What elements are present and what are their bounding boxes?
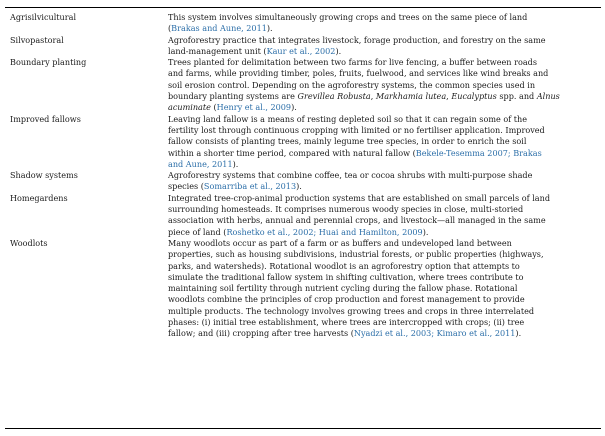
text-run: maintaining soil fertility through nutrient cycling during the fallow phase. Rotational — [168, 283, 518, 294]
citation-link[interactable]: Brakas and Aune, 2011 — [171, 23, 267, 34]
system-description — [168, 238, 598, 340]
description-line — [168, 170, 598, 181]
text-run: land-management unit ( — [168, 45, 267, 56]
table-row — [5, 35, 601, 58]
text-run: boundary planting systems are — [168, 91, 298, 102]
description-line — [168, 12, 598, 23]
text-run: ). — [266, 23, 273, 34]
description-line — [168, 68, 598, 79]
text-run: ). — [422, 226, 429, 237]
text-run: ). — [232, 158, 239, 169]
description-line — [168, 148, 598, 159]
citation-link[interactable]: Nyadzi et al., 2003; Kimaro et al., 2011 — [353, 328, 516, 339]
text-run: Agroforestry practice that integrates livestock, forage production, and forestry on the same — [168, 34, 546, 45]
table-row — [5, 170, 601, 193]
description-line — [168, 23, 598, 34]
description-line — [168, 125, 598, 136]
text-run: Leaving land fallow is a means of resting depleted soil so that it can regain some of the — [168, 113, 528, 124]
description-line — [168, 91, 598, 102]
species-name: Grevillea Robusta — [297, 91, 371, 102]
system-description — [168, 57, 598, 113]
text-run: fallow; and (iii) cropping after tree harvests ( — [168, 328, 354, 339]
species-name: Alnus — [536, 91, 560, 102]
text-run: , — [370, 91, 376, 102]
text-run: surrounding homesteads. It comprises numerous woody species in close, multi-storied — [168, 204, 524, 215]
citation-link[interactable]: Bekele-Tesemma 2007; Brakas — [415, 147, 542, 158]
text-run: association with herbs, annual and perennial crops, and livestock—all managed in the same — [168, 215, 546, 226]
text-run: spp. and — [496, 91, 537, 102]
text-run: fallow consists of planting trees, mainly legume tree species, in order to enrich the soil — [168, 136, 527, 147]
system-description — [168, 170, 598, 193]
description-line — [168, 114, 598, 125]
text-run: ). — [291, 102, 297, 113]
text-run: ). — [296, 181, 302, 192]
citation-link[interactable]: Henry et al., 2009 — [216, 102, 292, 113]
text-run: , — [446, 91, 452, 102]
table-row — [5, 57, 601, 113]
text-run: fertility lost through continuous cropping with limited or no fertiliser application. Improved — [168, 124, 545, 135]
species-name: Markhamia lutea — [375, 91, 447, 102]
description-line — [168, 238, 598, 249]
description-line — [168, 283, 598, 294]
citation-link[interactable]: Somarriba et al., 2013 — [203, 181, 297, 192]
description-line — [168, 102, 598, 113]
system-description — [168, 35, 598, 58]
system-term: Homegardens — [10, 192, 68, 203]
description-line — [168, 294, 598, 305]
description-line — [168, 136, 598, 147]
system-description — [168, 193, 598, 238]
text-run: This system involves simultaneously growing crops and trees on the same piece of land — [168, 12, 528, 22]
description-line — [168, 57, 598, 68]
text-run: parks, and watersheds). Rotational woodlot is an agroforestry option that attempts to — [168, 260, 520, 271]
table-row — [5, 12, 601, 35]
description-line — [168, 35, 598, 46]
text-run: multiple products. The technology involves growing trees and crops in three interrelated — [168, 305, 535, 316]
text-run: piece of land ( — [168, 226, 227, 237]
system-term: Boundary planting — [10, 57, 87, 68]
citation-link[interactable]: Kaur et al., 2002 — [266, 45, 336, 56]
description-line — [168, 181, 598, 192]
table-bottom-rule — [5, 428, 601, 429]
table-row — [5, 114, 601, 170]
text-run: and farms, while providing timber, poles, fruits, fuelwood, and services like wind breaks and — [168, 68, 549, 79]
system-term: Silvopastoral — [10, 34, 64, 45]
description-line — [168, 215, 598, 226]
text-run: within a shorter time period, compared with natural fallow ( — [168, 147, 416, 158]
system-term: Improved fallows — [10, 113, 81, 124]
text-run: woodlots combine the principles of crop production and forest management to provide — [168, 294, 525, 305]
text-run: soil erosion control. Depending on the agroforestry systems, the common species used in — [168, 79, 536, 90]
system-description — [168, 12, 598, 35]
system-term: Woodlots — [10, 237, 48, 248]
text-run: species ( — [168, 181, 204, 192]
description-line — [168, 328, 598, 339]
description-line — [168, 193, 598, 204]
citation-link[interactable]: and Aune, 2011 — [168, 158, 233, 169]
text-run: ( — [168, 23, 172, 34]
description-line — [168, 80, 598, 91]
text-run: ). — [515, 328, 522, 339]
description-line — [168, 261, 598, 272]
table-row — [5, 238, 601, 340]
text-run: Trees planted for delimitation between two farms for live fencing, a buffer between roads — [168, 57, 537, 68]
description-line — [168, 159, 598, 170]
text-run: phases: (i) initial tree establishment, where trees are intercropped with crops; (ii) tree — [168, 317, 525, 328]
text-run: ). — [335, 45, 342, 56]
description-line — [168, 227, 598, 238]
citation-link[interactable]: Roshetko et al., 2002; Huai and Hamilton, 2009 — [226, 226, 423, 237]
text-run: Many woodlots occur as part of a farm or as buffers and undeveloped land between — [168, 237, 512, 248]
text-run: simulate the traditional fallow system in shifting cultivation, where trees contribute to — [168, 271, 524, 282]
description-line — [168, 46, 598, 57]
system-term: Shadow systems — [10, 170, 78, 181]
description-line — [168, 272, 598, 283]
text-run: properties, such as housing subdivisions, industrial forests, or public properties (highways, — [168, 249, 544, 260]
agroforestry-systems-table — [5, 7, 601, 340]
species-name: Eucalyptus — [451, 91, 497, 102]
system-term: Agrisilvicultural — [10, 12, 77, 22]
description-line — [168, 204, 598, 215]
table-row — [5, 193, 601, 238]
text-run: Integrated tree-crop-animal production systems that are established on small parcels of land — [168, 192, 550, 203]
text-run: Agroforestry systems that combine coffee, tea or cocoa shrubs with multi-purpose shade — [168, 170, 533, 181]
description-line — [168, 306, 598, 317]
description-line — [168, 317, 598, 328]
species-name: acuminate — [168, 102, 211, 113]
text-run: ( — [210, 102, 217, 113]
system-description — [168, 114, 598, 170]
description-line — [168, 249, 598, 260]
